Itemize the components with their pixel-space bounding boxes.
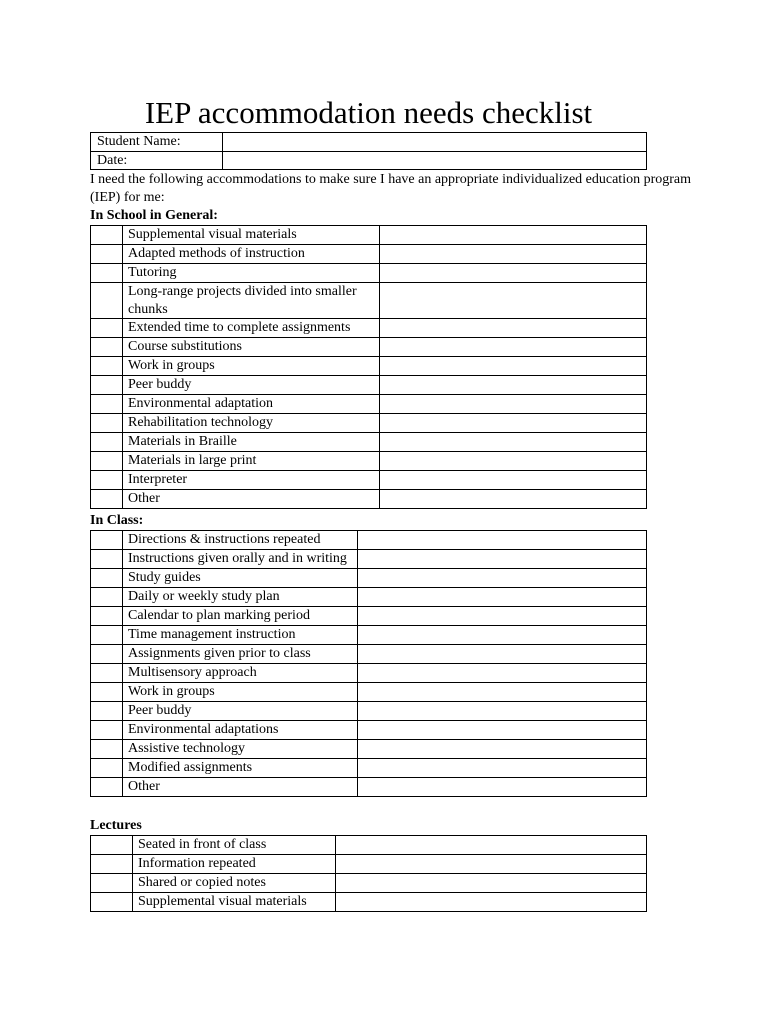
- item-label: Extended time to complete assignments: [123, 319, 380, 338]
- notes-cell[interactable]: [358, 550, 647, 569]
- notes-cell[interactable]: [358, 759, 647, 778]
- checkbox-cell[interactable]: [91, 376, 123, 395]
- checklist-row: [91, 702, 647, 721]
- notes-cell[interactable]: [358, 664, 647, 683]
- section-title-lectures: Lectures: [90, 818, 142, 833]
- item-label: Materials in Braille: [123, 433, 380, 452]
- notes-cell[interactable]: [380, 433, 647, 452]
- checklist-row: [91, 531, 647, 550]
- checklist-row: [91, 683, 647, 702]
- notes-cell[interactable]: [336, 874, 647, 893]
- checklist-row: [91, 283, 647, 319]
- checklist-body: [91, 531, 647, 797]
- notes-cell[interactable]: [380, 376, 647, 395]
- checklist-row: [91, 338, 647, 357]
- notes-cell[interactable]: [380, 471, 647, 490]
- checklist-lectures: [90, 835, 647, 912]
- item-label: Assignments given prior to class: [123, 645, 358, 664]
- notes-cell[interactable]: [358, 569, 647, 588]
- item-label: Environmental adaptation: [123, 395, 380, 414]
- item-label: Instructions given orally and in writing: [123, 550, 358, 569]
- checklist-body: [91, 226, 647, 509]
- checklist-row: [91, 855, 647, 874]
- intro-paragraph: I need the following accommodations to make sure I have an appropriate individualized education program (IEP) for me:: [90, 172, 692, 205]
- checklist-row: [91, 607, 647, 626]
- notes-cell[interactable]: [380, 414, 647, 433]
- checklist-in-class: [90, 530, 647, 797]
- item-label: Modified assignments: [123, 759, 358, 778]
- item-label: Course substitutions: [123, 338, 380, 357]
- checklist-row: [91, 319, 647, 338]
- checkbox-cell[interactable]: [91, 395, 123, 414]
- notes-cell[interactable]: [380, 264, 647, 283]
- checklist-row: [91, 357, 647, 376]
- checkbox-cell[interactable]: [91, 569, 123, 588]
- checklist-row: [91, 490, 647, 509]
- checkbox-cell[interactable]: [91, 683, 123, 702]
- checklist-row: [91, 759, 647, 778]
- checklist-row: [91, 721, 647, 740]
- student-name-label: Student Name:: [91, 133, 223, 152]
- section-title-in-class: In Class:: [90, 513, 144, 528]
- item-label: Shared or copied notes: [133, 874, 336, 893]
- checkbox-cell[interactable]: [91, 702, 123, 721]
- checklist-row: [91, 414, 647, 433]
- checkbox-cell[interactable]: [91, 607, 123, 626]
- checklist-row: [91, 626, 647, 645]
- notes-cell[interactable]: [380, 245, 647, 264]
- item-label: Other: [123, 490, 380, 509]
- checklist-row: [91, 893, 647, 912]
- checklist-row: [91, 376, 647, 395]
- item-label: Interpreter: [123, 471, 380, 490]
- item-label: Work in groups: [123, 357, 380, 376]
- notes-cell[interactable]: [380, 490, 647, 509]
- checkbox-cell[interactable]: [91, 471, 123, 490]
- checklist-row: [91, 664, 647, 683]
- item-label: Rehabilitation technology: [123, 414, 380, 433]
- notes-cell[interactable]: [380, 338, 647, 357]
- checklist-row: [91, 433, 647, 452]
- checkbox-cell[interactable]: [91, 319, 123, 338]
- notes-cell[interactable]: [380, 395, 647, 414]
- item-label: Peer buddy: [123, 702, 358, 721]
- item-label: Assistive technology: [123, 740, 358, 759]
- checklist-row: [91, 874, 647, 893]
- checklist-row: [91, 740, 647, 759]
- checklist-row: [91, 645, 647, 664]
- checkbox-cell[interactable]: [91, 245, 123, 264]
- checklist-row: [91, 836, 647, 855]
- notes-cell[interactable]: [336, 893, 647, 912]
- notes-cell[interactable]: [380, 319, 647, 338]
- checklist-row: [91, 569, 647, 588]
- item-label: Daily or weekly study plan: [123, 588, 358, 607]
- checkbox-cell[interactable]: [91, 874, 133, 893]
- checklist-row: [91, 452, 647, 471]
- checkbox-cell[interactable]: [91, 433, 123, 452]
- notes-cell[interactable]: [380, 226, 647, 245]
- checkbox-cell[interactable]: [91, 452, 123, 471]
- date-field[interactable]: [223, 151, 647, 170]
- notes-cell[interactable]: [380, 357, 647, 376]
- checkbox-cell[interactable]: [91, 626, 123, 645]
- checkbox-cell[interactable]: [91, 490, 123, 509]
- checkbox-cell[interactable]: [91, 645, 123, 664]
- checklist-body: [91, 836, 647, 912]
- checkbox-cell[interactable]: [91, 226, 123, 245]
- checkbox-cell[interactable]: [91, 664, 123, 683]
- notes-cell[interactable]: [380, 452, 647, 471]
- item-label: Calendar to plan marking period: [123, 607, 358, 626]
- date-label: Date:: [91, 151, 223, 170]
- date-row: [91, 151, 647, 170]
- item-label: Seated in front of class: [133, 836, 336, 855]
- notes-cell[interactable]: [358, 626, 647, 645]
- checkbox-cell[interactable]: [91, 759, 123, 778]
- item-label: Time management instruction: [123, 626, 358, 645]
- section-title-school-general: In School in General:: [90, 208, 218, 223]
- notes-cell[interactable]: [358, 531, 647, 550]
- checkbox-cell[interactable]: [91, 283, 123, 319]
- checkbox-cell[interactable]: [91, 778, 123, 797]
- notes-cell[interactable]: [358, 721, 647, 740]
- checkbox-cell[interactable]: [91, 264, 123, 283]
- notes-cell[interactable]: [336, 836, 647, 855]
- checklist-row: [91, 471, 647, 490]
- checkbox-cell[interactable]: [91, 531, 123, 550]
- checklist-row: [91, 264, 647, 283]
- checkbox-cell[interactable]: [91, 588, 123, 607]
- notes-cell[interactable]: [336, 855, 647, 874]
- checklist-row: [91, 245, 647, 264]
- checklist-row: [91, 588, 647, 607]
- item-label: Long-range projects divided into smaller chunks: [123, 283, 380, 319]
- checkbox-cell[interactable]: [91, 338, 123, 357]
- notes-cell[interactable]: [358, 645, 647, 664]
- notes-cell[interactable]: [358, 740, 647, 759]
- item-label: Multisensory approach: [123, 664, 358, 683]
- checklist-row: [91, 395, 647, 414]
- checklist-row: [91, 778, 647, 797]
- notes-cell[interactable]: [380, 283, 647, 319]
- item-label: Study guides: [123, 569, 358, 588]
- checklist-school-general: [90, 225, 647, 509]
- checkbox-cell[interactable]: [91, 414, 123, 433]
- checkbox-cell[interactable]: [91, 740, 123, 759]
- checklist-row: [91, 226, 647, 245]
- item-label: Other: [123, 778, 358, 797]
- student-info-table: [90, 132, 647, 170]
- item-label: Supplemental visual materials: [123, 226, 380, 245]
- item-label: Information repeated: [133, 855, 336, 874]
- item-label: Supplemental visual materials: [133, 893, 336, 912]
- student-name-field[interactable]: [223, 133, 647, 152]
- notes-cell[interactable]: [358, 588, 647, 607]
- checkbox-cell[interactable]: [91, 550, 123, 569]
- checkbox-cell[interactable]: [91, 836, 133, 855]
- item-label: Environmental adaptations: [123, 721, 358, 740]
- notes-cell[interactable]: [358, 702, 647, 721]
- checkbox-cell[interactable]: [91, 357, 123, 376]
- notes-cell[interactable]: [358, 778, 647, 797]
- checklist-row: [91, 550, 647, 569]
- item-label: Tutoring: [123, 264, 380, 283]
- item-label: Materials in large print: [123, 452, 380, 471]
- item-label: Work in groups: [123, 683, 358, 702]
- student-name-row: [91, 133, 647, 152]
- notes-cell[interactable]: [358, 607, 647, 626]
- item-label: Adapted methods of instruction: [123, 245, 380, 264]
- notes-cell[interactable]: [358, 683, 647, 702]
- checkbox-cell[interactable]: [91, 855, 133, 874]
- checkbox-cell[interactable]: [91, 893, 133, 912]
- item-label: Directions & instructions repeated: [123, 531, 358, 550]
- item-label: Peer buddy: [123, 376, 380, 395]
- page-title: IEP accommodation needs checklist: [144, 95, 593, 130]
- checkbox-cell[interactable]: [91, 721, 123, 740]
